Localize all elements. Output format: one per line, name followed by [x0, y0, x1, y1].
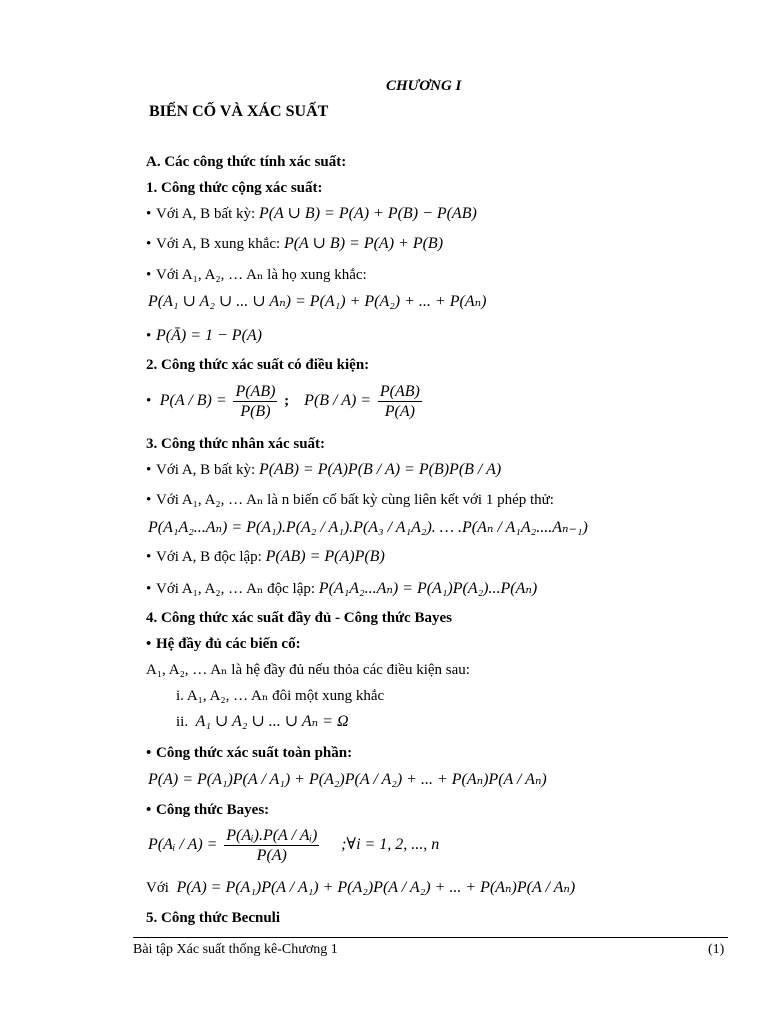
formula-total-probability-repeat: P(A) = P(A₁)P(A / A₁) + P(A₂)P(A / A₂) + ... + P(Aₙ)P(A / Aₙ) [176, 879, 576, 896]
s3-item-n-independent: • Với A₁, A₂, … Aₙ độc lập: P(A₁A₂...Aₙ) = P(A₁)P(A₂)...P(Aₙ) [146, 580, 538, 597]
s4-bayes-heading: • Công thức Bayes: [146, 802, 270, 818]
s4-complete-system-heading: • Hệ đầy đủ các biến cố: [146, 636, 301, 652]
s4-with-formula: Với P(A) = P(A₁)P(A / A₁) + P(A₂)P(A / A₂) + ... + P(Aₙ)P(A / Aₙ) [146, 879, 576, 896]
s4-condition-2: ii. A₁ ∪ A₂ ∪ ... ∪ Aₙ = Ω [176, 713, 349, 730]
formula-product-n-independent: P(A₁A₂...Aₙ) = P(A₁)P(A₂)...P(Aₙ) [318, 580, 538, 597]
formula-complement: P(Ā) = 1 − P(A) [156, 327, 262, 344]
formula-product-general: P(AB) = P(A)P(B / A) = P(B)P(B / A) [258, 461, 502, 478]
fraction-bayes: $\frac{\text{P(Aᵢ).P(A / Aᵢ)}}{P(A)}$ [226, 827, 318, 865]
formula-union-exclusive: P(A ∪ B) = P(A) + P(B) [283, 235, 444, 252]
s4-heading: 4. Công thức xác suất đầy đủ - Công thức Bayes [146, 610, 452, 626]
formula-product-chain: P(A₁A₂...Aₙ) = P(A₁).P(A₂ / A₁).P(A₃ / A₁A₂). … .P(Aₙ / A₁A₂....Aₙ₋₁) [148, 519, 588, 536]
s4-bayes-formula: P(Aᵢ / A) = $\frac{\text{P(Aᵢ).P(A / Aᵢ)}}{P(A)}$ ;∀i = 1, 2, ..., n [148, 827, 440, 865]
s4-condition-1: i. A₁, A₂, … Aₙ đôi một xung khắc [176, 688, 385, 704]
s4-total-prob-heading: • Công thức xác suất toàn phần: [146, 745, 353, 761]
section-a-heading: A. Các công thức tính xác suất: [146, 154, 347, 170]
footer-divider [133, 937, 728, 938]
footer-page-number: (1) [708, 942, 725, 957]
formula-total-probability: P(A) = P(A₁)P(A / A₁) + P(A₂)P(A / A₂) + ... + P(Aₙ)P(A / Aₙ) [148, 771, 547, 788]
s1-item-family: • Với A₁, A₂, … Aₙ là họ xung khắc: [146, 267, 367, 283]
fraction-a-given-b: $\frac{P(AB)}{P(B)}$ [235, 383, 276, 421]
s3-item-any: • Với A, B bất kỳ: P(AB) = P(A)P(B / A) = P(B)P(B / A) [146, 461, 502, 478]
formula-union-general: P(A ∪ B) = P(A) + P(B) − P(AB) [258, 205, 477, 222]
s1-item-any: • Với A, B bất kỳ: P(A ∪ B) = P(A) + P(B) − P(AB) [146, 205, 477, 222]
s1-item-complement: • P(Ā) = 1 − P(A) [146, 327, 262, 344]
s3-item-independent: • Với A, B độc lập: P(AB) = P(A)P(B) [146, 548, 385, 565]
s2-formulas: • P(A / B) = $\frac{P(AB)}{P(B)}$ ; P(B / A) = $\frac{P(AB)}{P(A)}$ [146, 383, 420, 421]
s5-heading: 5. Công thức Becnuli [146, 910, 281, 926]
formula-product-independent: P(AB) = P(A)P(B) [265, 548, 385, 565]
formula-union-family: P(A₁ ∪ A₂ ∪ ... ∪ Aₙ) = P(A₁) + P(A₂) + ... + P(Aₙ) [148, 293, 487, 310]
chapter-label: CHƯƠNG I [386, 78, 462, 94]
s3-heading: 3. Công thức nhân xác suất: [146, 436, 326, 452]
formula-union-omega: A₁ ∪ A₂ ∪ ... ∪ Aₙ = Ω [195, 713, 349, 730]
s2-heading: 2. Công thức xác suất có điều kiện: [146, 357, 370, 373]
s1-item-exclusive: • Với A, B xung khắc: P(A ∪ B) = P(A) + P(B) [146, 235, 444, 252]
s3-item-n-events: • Với A₁, A₂, … Aₙ là n biến cố bất kỳ cùng liên kết với 1 phép thử: [146, 492, 554, 508]
fraction-b-given-a: $\frac{P(AB)}{P(A)}$ [379, 383, 420, 421]
s4-complete-system-text: A₁, A₂, … Aₙ là hệ đầy đủ nếu thỏa các điều kiện sau: [146, 662, 470, 678]
s1-heading: 1. Công thức cộng xác suất: [146, 180, 323, 196]
footer-title: Bài tập Xác suất thống kê-Chương 1 [133, 942, 338, 957]
chapter-title: BIẾN CỐ VÀ XÁC SUẤT [149, 103, 329, 120]
